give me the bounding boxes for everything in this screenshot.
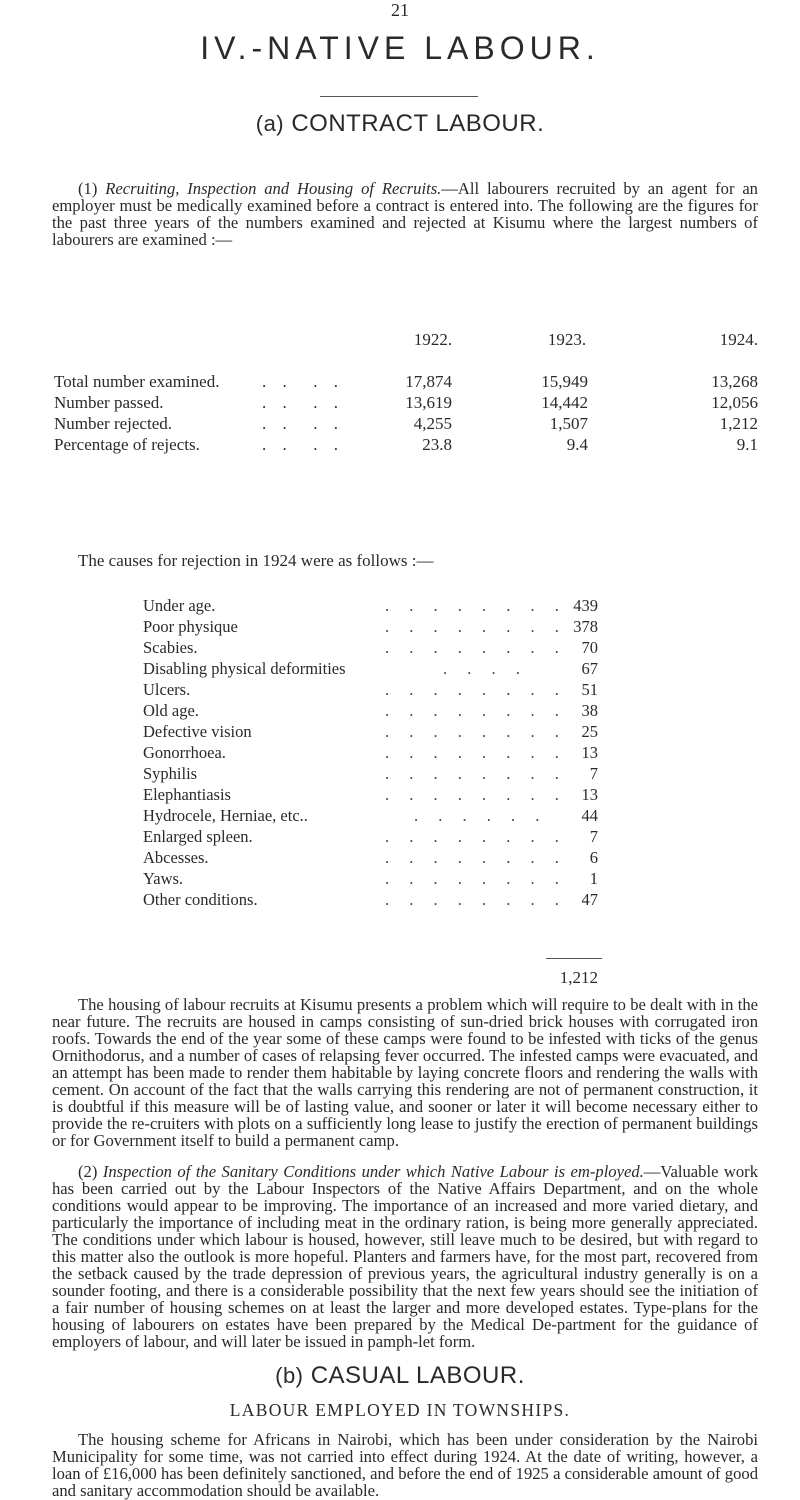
cause-label: Yaws. <box>143 869 184 888</box>
causes-intro: The causes for rejection in 1924 were as follows :— <box>78 551 434 570</box>
list-item <box>0 785 800 804</box>
row-label: Number rejected. <box>54 414 172 433</box>
row-label: Number passed. <box>54 393 164 412</box>
leader-dots: . . . . <box>262 393 344 412</box>
cause-count: 44 <box>581 806 598 825</box>
townships-subheading: LABOUR EMPLOYED IN TOWNSHIPS. <box>229 1400 571 1420</box>
cause-label: Hydrocele, Herniae, etc.. <box>143 806 308 825</box>
list-item <box>0 701 800 720</box>
cause-count: 13 <box>581 785 598 804</box>
year-header-1922: 1922. <box>413 330 453 349</box>
leader-dots: . . . . . . . . <box>385 638 567 657</box>
cell-1923: 14,442 <box>541 393 588 412</box>
cause-count: 67 <box>581 659 598 678</box>
list-item <box>0 680 800 699</box>
leader-dots: . . . . . . . . <box>385 890 567 909</box>
leader-dots: . . . . <box>262 372 344 391</box>
leader-dots: . . . . . . . . <box>385 827 567 846</box>
cell-1923: 15,949 <box>541 372 588 391</box>
cause-label: Other conditions. <box>143 890 258 909</box>
para1-number: (1) <box>78 179 98 198</box>
row-label: Total number examined. <box>54 372 220 391</box>
row-label: Percentage of rejects. <box>54 435 200 454</box>
leader-dots: . . . . . . . . <box>385 869 567 888</box>
section-b-heading <box>0 1362 800 1390</box>
year-header-1923: 1923. <box>547 330 587 349</box>
section-a-heading <box>0 110 800 138</box>
leader-dots: . . . . . . . . <box>385 617 567 636</box>
list-item <box>0 869 800 888</box>
para2-heading: Inspection of the Sanitary Conditions under which Native Labour is em-ployed. <box>102 1162 644 1181</box>
inspection-paragraph <box>52 1163 758 1350</box>
cell-1922: 17,874 <box>405 372 452 391</box>
cause-label: Scabies. <box>143 638 198 657</box>
list-item <box>0 764 800 783</box>
leader-dots: . . . . . . . . <box>385 743 567 762</box>
cause-label: Poor physique <box>143 617 238 636</box>
leader-dots: . . . . . . <box>414 806 548 825</box>
cause-count: 13 <box>581 743 598 762</box>
leader-dots: . . . . . . . . <box>385 785 567 804</box>
cause-label: Gonorrhoea. <box>143 743 226 762</box>
cause-count: 25 <box>581 722 598 741</box>
list-item <box>0 848 800 867</box>
leader-dots: . . . . . . . . <box>385 764 567 783</box>
page-number: 21 <box>391 0 409 20</box>
townships-paragraph: The housing scheme for Africans in Nairobi, which has been under consideration by the Nairobi Municipality for some time, was not carried into effect during 1924. At the date of writing, however, a loan of £16,000 has been definitely sanctioned, and before the end of 1925 a considerable amount of good and sanitary accommodation should be available. <box>52 1430 758 1500</box>
leader-dots: . . . . . . . . <box>385 680 567 699</box>
table-row <box>0 414 800 434</box>
cause-count: 70 <box>581 638 598 657</box>
housing-paragraph: The housing of labour recruits at Kisumu presents a problem which will require to be dealt with in the near future. The recruits are housed in camps consisting of sun-dried brick houses with corrugated iron roofs. Towards the end of the year some of these camps were found to be infested with ticks of the genus Ornithodorus, and a number of cases of relapsing fever occurred. The infested camps were evacuated, and an attempt has been made to render them habitable by laying concrete floors and rendering the walls with cement. On account of the fact that the walls carrying this rendering are not of permanent construction, it is doubtful if this measure will be of lasting value, and sooner or later it will become necessary either to provide the re-cruiters with plots on a sufficiently long lease to justify the erection of permanent buildings or for Government itself to build a permanent camp. <box>52 995 758 1150</box>
cell-1924: 1,212 <box>719 414 758 433</box>
cause-label: Syphilis <box>143 764 198 783</box>
cause-count: 7 <box>589 827 598 846</box>
list-item <box>0 890 800 909</box>
cell-1924: 9.1 <box>736 435 758 454</box>
cell-1922: 23.8 <box>422 435 452 454</box>
cause-count: 378 <box>573 617 598 636</box>
para1-heading: Recruiting, Inspection and Housing of Recruits. <box>105 179 442 198</box>
title-rule <box>320 96 478 97</box>
list-item <box>0 743 800 762</box>
leader-dots: . . . . <box>262 414 344 433</box>
cause-count: 439 <box>573 596 598 615</box>
leader-dots: . . . . <box>262 435 344 454</box>
cause-count: 47 <box>581 890 598 909</box>
list-item <box>0 617 800 636</box>
section-a-letter: (a) <box>255 111 285 136</box>
cause-count: 6 <box>589 848 598 867</box>
recruiting-paragraph <box>52 180 758 248</box>
chapter-title: IV.-NATIVE LABOUR. <box>200 30 600 66</box>
cause-count: 1 <box>589 869 598 888</box>
table-row <box>0 372 800 392</box>
cause-count: 38 <box>581 701 598 720</box>
total-rule <box>546 958 602 959</box>
list-item <box>0 827 800 846</box>
cause-count: 7 <box>589 764 598 783</box>
cause-label: Ulcers. <box>143 680 191 699</box>
leader-dots: . . . . . . . . <box>385 596 567 615</box>
para2-text: —Valuable work has been carried out by the Labour Inspectors of the Native Affairs Department, and on the whole conditions would appear to be improving. The importance of an increased and more varied dietary, and particularly the importance of including meat in the ordinary ration, is being more generally appreciated. The conditions under which labour is housed, however, still leave much to be desired, but with regard to this matter also the outlook is more hopeful. Planters and farmers have, for the most part, recovered from the setback caused by the trade depression of previous years, the agricultural industry generally is on a sounder footing, and there is a considerable possibility that the next few years should see the initiation of a fair number of housing schemes on at least the larger and more developed estates. Type-plans for the housing of labourers on estates have been prepared by the Medical De-partment for the guidance of employers of labour, and will later be issued in pamph-let form. <box>52 1162 759 1351</box>
leader-dots: . . . . . . . . <box>385 848 567 867</box>
section-b-title: CASUAL LABOUR. <box>310 1362 525 1389</box>
leader-dots: . . . . . . . . <box>385 722 567 741</box>
cause-label: Disabling physical deformities <box>143 659 346 678</box>
cause-count: 51 <box>581 680 598 699</box>
para2-number: (2) <box>78 1162 98 1181</box>
section-b-letter: (b) <box>275 1363 304 1388</box>
cell-1924: 12,056 <box>711 393 758 412</box>
cell-1923: 1,507 <box>549 414 588 433</box>
list-item <box>0 659 800 678</box>
section-a-title: CONTRACT LABOUR. <box>291 110 545 137</box>
list-item <box>0 638 800 657</box>
cause-label: Under age. <box>143 596 216 615</box>
table-row <box>0 393 800 413</box>
list-item <box>0 596 800 615</box>
cell-1922: 4,255 <box>413 414 452 433</box>
cause-label: Defective vision <box>143 722 252 741</box>
causes-total: 1,212 <box>559 968 598 987</box>
leader-dots: . . . . <box>443 659 528 678</box>
year-header-1924: 1924. <box>719 330 758 349</box>
cell-1924: 13,268 <box>711 372 758 391</box>
cell-1922: 13,619 <box>405 393 452 412</box>
cause-label: Elephantiasis <box>143 785 231 804</box>
leader-dots: . . . . . . . . <box>385 701 567 720</box>
cause-label: Abcesses. <box>143 848 209 867</box>
table-row <box>0 435 800 455</box>
list-item <box>0 722 800 741</box>
cause-label: Enlarged spleen. <box>143 827 253 846</box>
cause-label: Old age. <box>143 701 199 720</box>
para1-text: —All labourers recruited by an agent for an employer must be medically examined before a contract is entered into. The following are the figures for the past three years of the numbers examined and rejected at Kisumu where the largest numbers of labourers are examined :— <box>52 179 758 249</box>
list-item <box>0 806 800 825</box>
cell-1923: 9.4 <box>566 435 588 454</box>
